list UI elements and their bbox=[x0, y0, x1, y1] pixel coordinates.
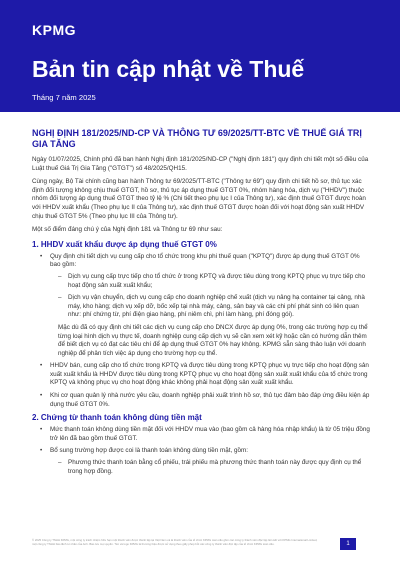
sub-list-item: – Phương thức thanh toán bằng cổ phiếu, trái phiếu mà phương thức thanh toán này được quy định cụ thể trong hợp đồng. bbox=[58, 459, 370, 476]
intro-paragraph-1: Ngày 01/07/2025, Chính phủ đã ban hành Nghị định 181/2025/ND-CP ("Nghị định 181") quy định chi tiết một số điều của Luật thuế Giá Trị Gia Tăng ("GTGT") số 48/2025/QH15. bbox=[32, 156, 369, 172]
sub-list bbox=[50, 273, 370, 320]
section-2-list bbox=[32, 426, 370, 476]
list-item bbox=[40, 447, 370, 476]
list-item: • HHDV bán, cung cấp cho tổ chức trong KPTQ và được tiêu dùng trong KPTQ phục vụ trực tiếp cho hoạt động sản xuất xuất khẩu là HHDV được tiêu dùng trong KPTQ phục vụ cho hoạt động sản xuất xuất khẩu của tổ chức trong KPTQ và không phục vụ cho hoạt động khác không phải hoạt động sản xuất xuất khẩu. bbox=[40, 362, 370, 388]
list-item: • Mức thanh toán không dùng tiền mặt đối với HHDV mua vào (bao gồm cả hàng hóa nhập khẩu) là từ 05 triệu đồng trở lên đã bao gồm thuế GTGT. bbox=[40, 426, 370, 443]
sub-list bbox=[50, 459, 370, 476]
article-body bbox=[32, 128, 370, 480]
intro-paragraph-2: Cùng ngày, Bộ Tài chính cũng ban hành Thông tư 69/2025/TT-BTC ("Thông tư 69") quy định chi tiết hồ sơ, thủ tục xác định đối tượng không chịu thuế GTGT, hồ sơ, thủ tục áp dụng thuế GTGT 0%, nhóm hàng hóa, dịch vụ ("HHDV") thuộc nhóm đối tượng áp dụng thuế GTGT theo tỷ lệ % (Chi tiết theo phụ lục I của Thông tư), xác định thuế GTGT được hoàn với HHDV xuất khẩu (Theo phụ lục II của Thông tư), xác định thuế GTGT được hoàn đối với hoạt động sản xuất HHDV chịu thuế GTGT 5% (Theo phụ lục III của Thông tư). bbox=[32, 178, 366, 220]
sub-list-item: – Dịch vụ cung cấp trực tiếp cho tổ chức ở trong KPTQ và được tiêu dùng trong KPTQ phục vụ trực tiếp cho hoạt động sản xuất xuất khẩu; bbox=[58, 273, 370, 290]
list-item bbox=[40, 253, 370, 320]
list-item: • Khi cơ quan quản lý nhà nước yêu cầu, doanh nghiệp phải xuất trình hồ sơ, thủ tục đảm bảo đáp ứng điều kiện áp dụng thuế GTGT 0%. bbox=[40, 392, 370, 409]
bullet-text: Bổ sung trường hợp được coi là thanh toán không dùng tiền mặt, gồm: bbox=[50, 447, 248, 455]
bullet-text: Quy định chi tiết dịch vụ cung cấp cho tổ chức trong khu phi thuế quan ("KPTQ") được áp dụng thuế GTGT 0% bao gồm: bbox=[50, 252, 360, 269]
sub-list-item: – Dịch vụ vận chuyển, dịch vụ cung cấp cho doanh nghiệp chế xuất (dịch vụ nâng hạ container tại cảng, nhà máy, kho hàng; dịch vụ xếp dỡ, bốc xếp tại nhà máy, cảng, sân bay và các chi phí phát sinh có liên quan như: phí chứng từ, phí điện giao hàng, phí niêm chì, phí làm hàng, phí đóng gói). bbox=[58, 294, 370, 320]
kpmg-logo: KPMG bbox=[32, 22, 76, 38]
issue-date: Tháng 7 năm 2025 bbox=[32, 93, 96, 102]
header-banner bbox=[0, 0, 400, 112]
section-2-heading: 2. Chứng từ thanh toán không dùng tiền mặt bbox=[32, 413, 202, 423]
page-number: 1 bbox=[340, 538, 356, 550]
copyright-footer: © 2025 Công ty TNHH KPMG, một công ty trách nhiệm hữu hạn một thành viên được thành lập tại Việt Nam và là thành viên của tổ chức KPMG toàn cầu gồm các công ty thành viên độc lập liên kết với KPMG International Limited, một công ty TNHH bảo lãnh tư nhân của Anh. Bảo lưu mọi quyền. Tên và logo KPMG là thương hiệu được sử dụng theo giấy phép bởi các công ty thành viên độc lập của tổ chức KPMG toàn cầu. bbox=[32, 538, 318, 546]
newsletter-title: Bản tin cập nhật về Thuế bbox=[32, 56, 305, 82]
article-title: NGHỊ ĐỊNH 181/2025/ND-CP VÀ THÔNG TƯ 69/2025/TT-BTC VỀ THUẾ GIÁ TRỊ GIA TĂNG bbox=[32, 128, 362, 149]
kpmg-note: Mặc dù đã có quy định chi tiết các dịch vụ cung cấp cho DNCX được áp dụng 0%, trong các trường hợp cụ thể từng loại hình dịch vụ thực tế, doanh nghiệp cung cấp dịch vụ sẽ cần xem xét kỹ hoặc cần có hướng dẫn thêm để biết dịch vụ có đạt các tiêu chí để áp dụng thuế GTGT 0% hay không. KPMG sẵn sàng thảo luận với doanh nghiệp để phân tích việc áp dụng cho trường hợp cụ thể. bbox=[58, 323, 368, 357]
section-1-list bbox=[32, 253, 370, 320]
section-1-heading: 1. HHDV xuất khẩu được áp dụng thuế GTGT 0% bbox=[32, 239, 217, 249]
intro-paragraph-3: Một số điểm đáng chú ý của Nghị định 181 và Thông tư 69 như sau: bbox=[32, 226, 223, 234]
section-1-list-continued bbox=[32, 362, 370, 409]
